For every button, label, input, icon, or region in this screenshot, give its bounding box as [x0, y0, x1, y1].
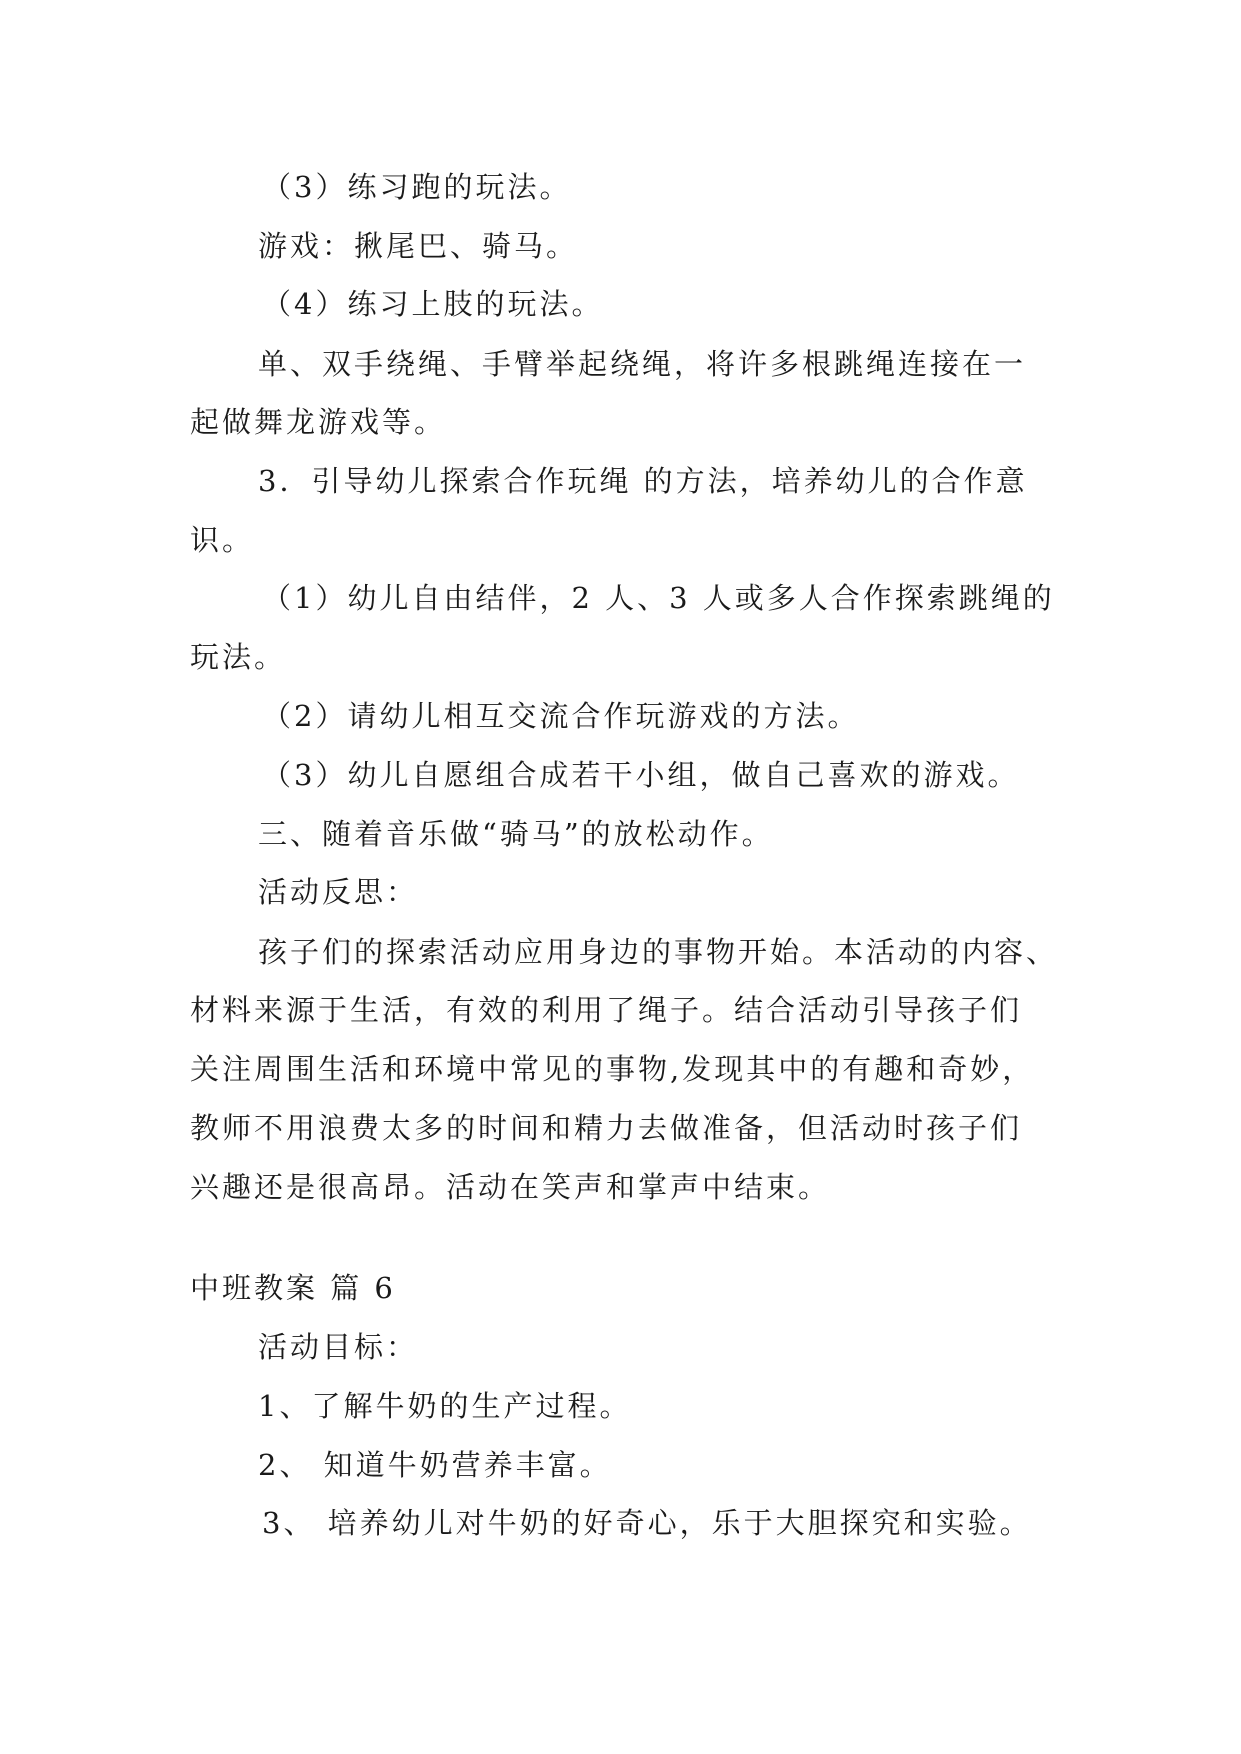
paragraph-line: 起做舞龙游戏等。	[190, 405, 447, 439]
paragraph-line: 材料来源于生活，有效的利用了绳子。结合活动引导孩子们	[190, 993, 1023, 1027]
paragraph-line: （1）幼儿自由结伴，2 人、3 人或多人合作探索跳绳的	[262, 581, 1055, 615]
paragraph-line: 单、双手绕绳、手臂举起绕绳，将许多根跳绳连接在一	[258, 347, 1027, 381]
paragraph-line: 2、 知道牛奶营养丰富。	[258, 1448, 612, 1482]
paragraph-line: （4）练习上肢的玩法。	[262, 287, 604, 321]
paragraph-line: 教师不用浪费太多的时间和精力去做准备，但活动时孩子们	[190, 1111, 1023, 1145]
paragraph-line: 识。	[190, 523, 255, 557]
paragraph-line: 兴趣还是很高昂。活动在笑声和掌声中结束。	[190, 1170, 831, 1204]
section-heading: 中班教案 篇 6	[190, 1271, 396, 1305]
paragraph-line: 游戏：揪尾巴、骑马。	[258, 229, 579, 263]
paragraph-line: 3、 培养幼儿对牛奶的好奇心，乐于大胆探究和实验。	[262, 1506, 1032, 1540]
paragraph-line: 1、了解牛奶的生产过程。	[258, 1389, 632, 1423]
paragraph-line: 活动目标：	[258, 1330, 419, 1364]
paragraph-line: 三、随着音乐做“骑马”的放松动作。	[258, 817, 774, 851]
paragraph-line: 玩法。	[190, 640, 287, 674]
paragraph-line: 关注周围生活和环境中常见的事物,发现其中的有趣和奇妙，	[190, 1052, 1035, 1086]
paragraph-line: 3．引导幼儿探索合作玩绳 的方法，培养幼儿的合作意	[258, 464, 1028, 498]
paragraph-line: 孩子们的探索活动应用身边的事物开始。本活动的内容、	[258, 935, 1059, 969]
paragraph-line: （2）请幼儿相互交流合作玩游戏的方法。	[262, 699, 860, 733]
paragraph-line: （3）幼儿自愿组合成若干小组，做自己喜欢的游戏。	[262, 758, 1020, 792]
paragraph-line: 活动反思：	[258, 875, 419, 909]
paragraph-line: （3）练习跑的玩法。	[262, 170, 572, 204]
